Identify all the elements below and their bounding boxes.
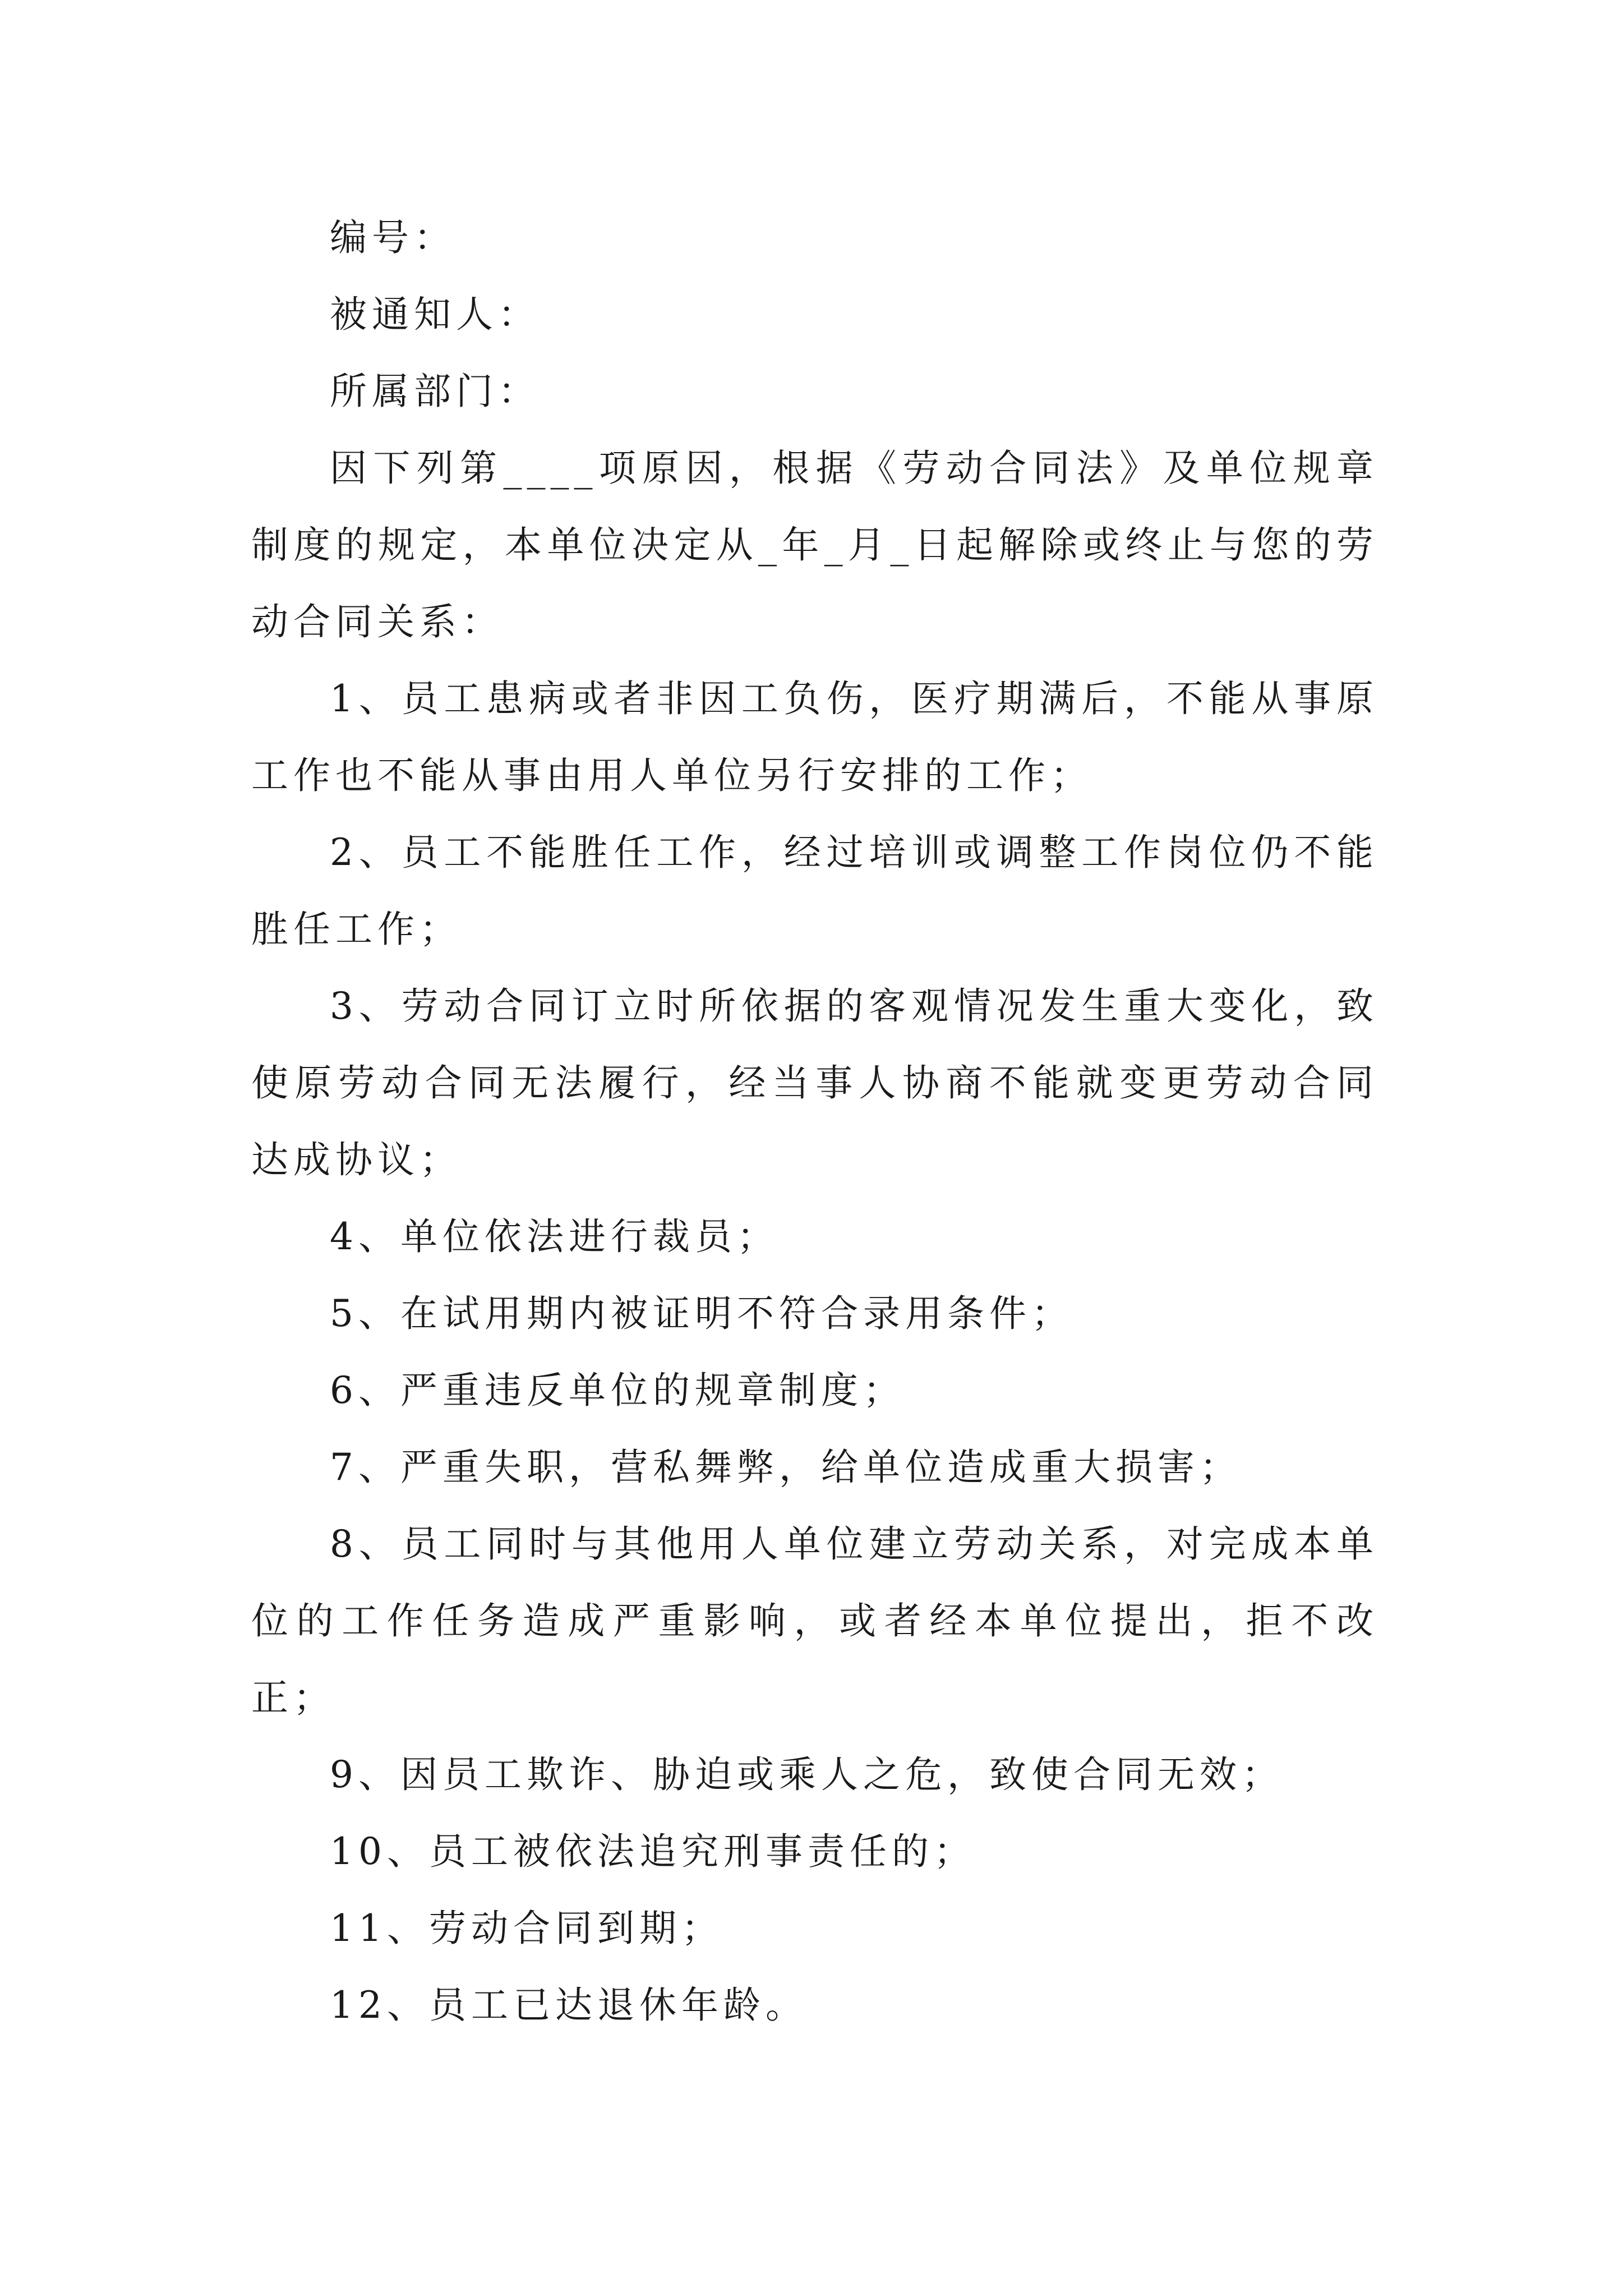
reason-item: 3、劳动合同订立时所依据的客观情况发生重大变化，致使原劳动合同无法履行，经当事人协商不能就变更劳动合同达成协议； [251,984,1378,1181]
reason-item: 12、员工已达退休年龄。 [330,1984,808,2027]
reason-item: 4、单位依法进行裁员； [330,1215,779,1258]
reason-item: 8、员工同时与其他用人单位建立劳动关系，对完成本单位的工作任务造成严重影响，或者经本单位提出，拒不改正； [251,1522,1378,1719]
intro-paragraph: 因下列第____项原因，根据《劳动合同法》及单位规章制度的规定，本单位决定从_年_月_日起解除或终止与您的劳动合同关系： [251,447,1378,643]
reason-item: 11、劳动合同到期； [330,1907,723,1950]
notice-body [251,199,1378,2044]
reason-item: 10、员工被依法追究刑事责任的； [330,1830,976,1873]
reason-item: 7、严重失职，营私舞弊，给单位造成重大损害； [330,1446,1242,1489]
reason-item: 6、严重违反单位的规章制度； [330,1369,905,1412]
reason-item: 1、员工患病或者非因工负伤，医疗期满后，不能从事原工作也不能从事由用人单位另行安排的工作； [251,677,1378,797]
recipient-label: 被通知人： [330,293,540,336]
reason-item: 5、在试用期内被证明不符合录用条件； [330,1292,1073,1335]
reason-item: 9、因员工欺诈、胁迫或乘人之危，致使合同无效； [330,1753,1284,1796]
reason-item: 2、员工不能胜任工作，经过培训或调整工作岗位仍不能胜任工作； [251,831,1378,951]
number-label: 编号： [330,216,456,259]
department-label: 所属部门： [330,370,540,413]
